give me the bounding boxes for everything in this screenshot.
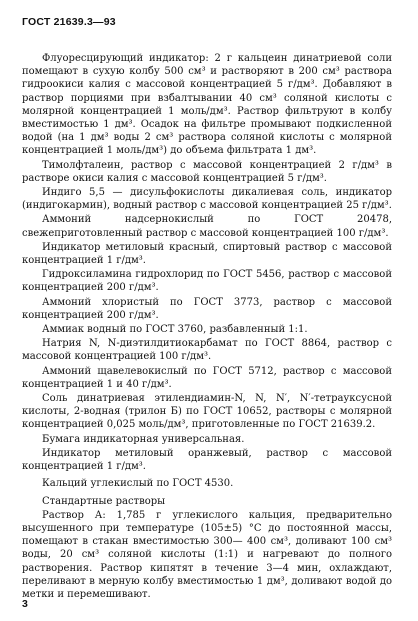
paragraph: Аммиак водный по ГОСТ 3760, разбавленный 1:1. [42, 324, 308, 336]
paragraph: Флуоресцирующий индикатор: 2 г кальцеин динатриевой соли помещают в сухую колбу 500 см³ и растворяют в 200 см³ раствора гидроокиси калия с массовой концентрацией 5 г/дм³. Добавляют в раствор порциями при взбалтывании 40 см³ соляной кислоты с молярной концентрацией 1 моль/дм³. Раствор фильтруют в колбу вместимостью 1 дм³. Осадок на фильтре промывают подкисленной водой (на 1 дм³ воды 2 см³ раствора соляной кислоты с молярной концентрацией 1 моль/дм³) до объема фильтрата 1 дм³. [22, 53, 392, 157]
paragraph: Тимолфталеин, раствор с массовой концентрацией 2 г/дм³ в растворе окиси калия с массовой концентрацией 5 г/дм³. [22, 159, 392, 184]
paragraph: Раствор А: 1,785 г углекислого кальция, предварительно высушенного при температуре (105±5) °С до постоянной массы, помещают в стакан вместимостью 300— 400 см³, доливают 100 см³ воды, 20 см³ соляной кислоты (1:1) и нагревают до полного растворения. Раствор кипятят в течение 3—4 мин, охлаждают, переливают в мерную колбу вместимостью 1 дм³, доливают водой до метки и перемешивают. [22, 509, 392, 600]
paragraph: Соль динатриевая этилендиамин-N, N, N′, N′-тетрауксусной кислоты, 2-водная (трилон Б) по ГОСТ 10652, растворы с молярной концентрацией 0,025 моль/дм³, приготовленные по ГОСТ 21639.2. [22, 393, 392, 431]
paragraph: Бумага индикаторная универсальная. [42, 433, 245, 445]
paragraph: Гидроксиламина гидрохлорид по ГОСТ 5456, раствор с массовой концентрацией 200 г/дм³. [22, 269, 392, 294]
document-body [22, 52, 392, 601]
paragraph: Аммоний щавелевокислый по ГОСТ 5712, раствор с массовой концентрацией 1 и 40 г/дм³. [22, 365, 392, 390]
paragraph: Индикатор метиловый красный, спиртовый раствор с массовой концентрацией 1 г/дм³. [22, 241, 392, 267]
paragraph: Индикатор метиловый оранжевый, раствор с массовой концентрацией 1 г/дм³. [22, 447, 392, 473]
page-header: ГОСТ 21639.3—93 [22, 16, 116, 28]
paragraph: Аммоний хлористый по ГОСТ 3773, раствор с массовой концентрацией 200 г/дм³. [22, 296, 392, 321]
paragraph: Натрия N, N-диэтилдитиокарбамат по ГОСТ 8864, раствор с массовой концентрацией 100 г/дм³. [22, 338, 392, 363]
paragraph: Кальций углекислый по ГОСТ 4530. [42, 478, 234, 490]
paragraph: Аммоний надсернокислый по ГОСТ 20478, свежеприготовленный раствор с массовой концентрацией 100 г/дм³. [22, 214, 392, 239]
paragraph: Индиго 5,5 — дисульфокислоты дикалиевая соль, индикатор (индигокармин), водный раствор с массовой концентрацией 25 г/дм³. [22, 187, 392, 212]
section-heading: Стандартные растворы [42, 495, 166, 507]
page-number: 3 [22, 598, 28, 610]
